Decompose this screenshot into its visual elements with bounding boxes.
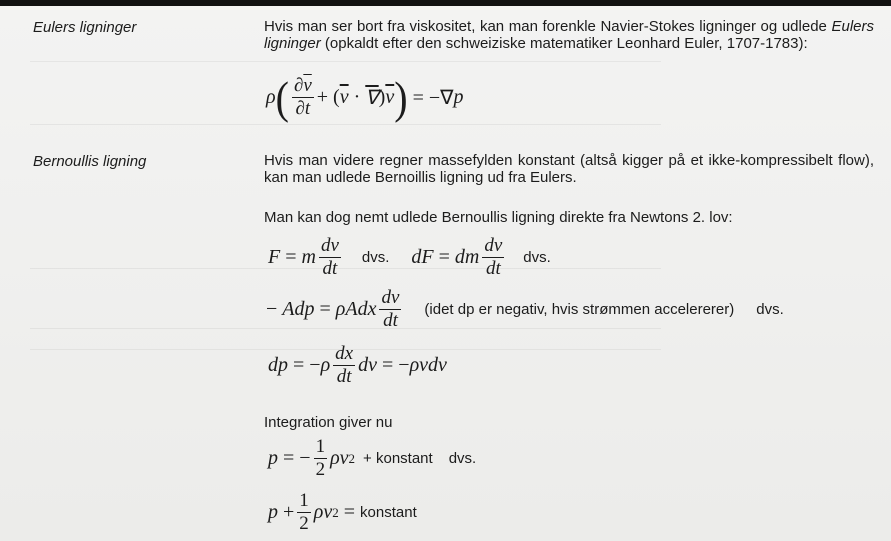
euler-intro-emphasis: Eulers ligninger [264, 18, 874, 52]
konstant-word: konstant [360, 504, 417, 521]
euler-equation: ρ ( $\frac{\partial\overline{v}}{\partial t}$ + ( $\overline{v}$ · ∇ ) $\overline{v}$ ) = −∇ p [266, 71, 464, 123]
euler-intro-text-1: Hvis man ser bort fra viskositet, kan man forenkle Navier-Stokes ligninger og udlede [264, 18, 832, 35]
dvs-word: dvs. [523, 249, 551, 266]
integration-text: Integration giver nu [264, 414, 393, 431]
dvs-word: dvs. [448, 450, 477, 467]
bernoulli-equation: p + $\frac{1}{2}$ ρv 2 = konstant [268, 490, 417, 534]
dvs-word: dvs. [361, 249, 390, 266]
acceleration-note: (idet dp er negativ, hvis strømmen accelererer) [424, 301, 735, 318]
euler-intro-text-2: (opkaldt efter den schweiziske matematiker Leonhard Euler, 1707-1783): [320, 35, 808, 52]
bernoulli-paragraph-1: Hvis man videre regner massefylden konstant (altså kigger på et ikke-kompressibelt flow), kan man udlede Bernoillis ligning ud fra Eulers. [264, 152, 874, 186]
dp-equation: dp = − ρ $\frac{dx}{dt}$ dv = − ρvdv [268, 343, 447, 387]
section-label-bernoulli: Bernoullis ligning [33, 153, 147, 170]
pressure-force-equation: − Adp = ρAdx $\frac{dv}{dt}$ (idet dp er negativ, hvis strømmen accelererer) dvs. [266, 287, 784, 331]
bernoulli-paragraph-2: Man kan dog nemt udlede Bernoullis ligning direkte fra Newtons 2. lov: [264, 209, 733, 226]
section-label-euler: Eulers ligninger [33, 19, 137, 36]
integrated-equation: p = − $\frac{1}{2}$ ρv 2 + konstant dvs. [268, 436, 477, 480]
dvs-word: dvs. [756, 301, 784, 318]
newton-equation: F = m $\frac{dv}{dt}$ dvs. dF = dm $\frac{dv}{dt}$ dvs. [268, 235, 551, 279]
euler-intro-paragraph [264, 18, 874, 52]
plus-konstant: + konstant [363, 450, 433, 467]
